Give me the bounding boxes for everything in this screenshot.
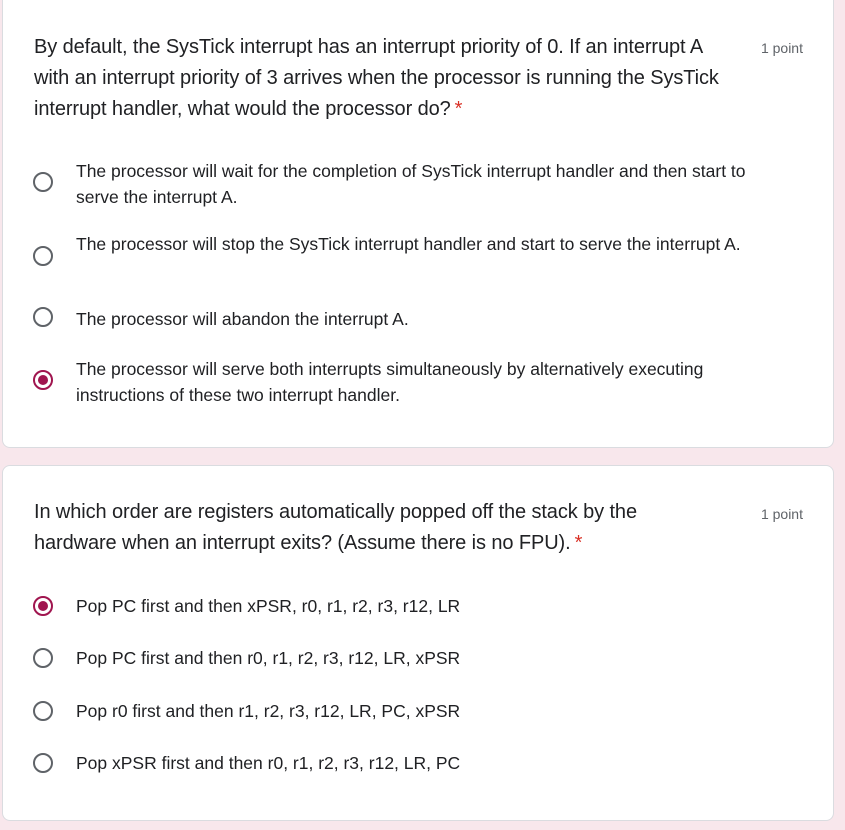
question-title: By default, the SysTick interrupt has an interrupt priority of 0. If an interrupt A with an interrupt priority of 3 arrives when the processor is running the SysTick interrupt handler, what would the processor do? * [34, 36, 719, 120]
option-label: The processor will serve both interrupts simultaneously by alternatively executing instructions of these two interrupt handler. [76, 359, 704, 405]
question-title: In which order are registers automatically popped off the stack by the hardware when an interrupt exits? (Assume there is no FPU). * [34, 501, 637, 554]
radio-button[interactable] [33, 172, 53, 192]
option-label: The processor will wait for the completion of SysTick interrupt handler and then start to serve the interrupt A. [76, 161, 746, 207]
radio-button[interactable] [33, 753, 53, 773]
radio-button[interactable] [33, 307, 53, 327]
radio-button-checked[interactable] [33, 596, 53, 616]
option-label: Pop r0 first and then r1, r2, r3, r12, LR, PC, xPSR [76, 701, 461, 721]
option-label: The processor will stop the SysTick interrupt handler and start to serve the interrupt A. [76, 234, 741, 254]
points-label: 1 point [760, 40, 803, 56]
question-card-2 [2, 465, 834, 821]
option-label: Pop PC first and then r0, r1, r2, r3, r12, LR, xPSR [76, 648, 461, 668]
option-label: Pop PC first and then xPSR, r0, r1, r2, r3, r12, LR [76, 596, 461, 616]
option-label: The processor will abandon the interrupt A. [76, 309, 409, 329]
required-asterisk: * [454, 98, 463, 120]
radio-button[interactable] [33, 246, 53, 266]
question-card-1 [2, 0, 834, 448]
required-asterisk: * [574, 532, 583, 554]
radio-button-checked[interactable] [33, 370, 53, 390]
radio-button[interactable] [33, 701, 53, 721]
option-label: Pop xPSR first and then r0, r1, r2, r3, r12, LR, PC [76, 753, 461, 773]
radio-button[interactable] [33, 648, 53, 668]
points-label: 1 point [760, 506, 803, 522]
